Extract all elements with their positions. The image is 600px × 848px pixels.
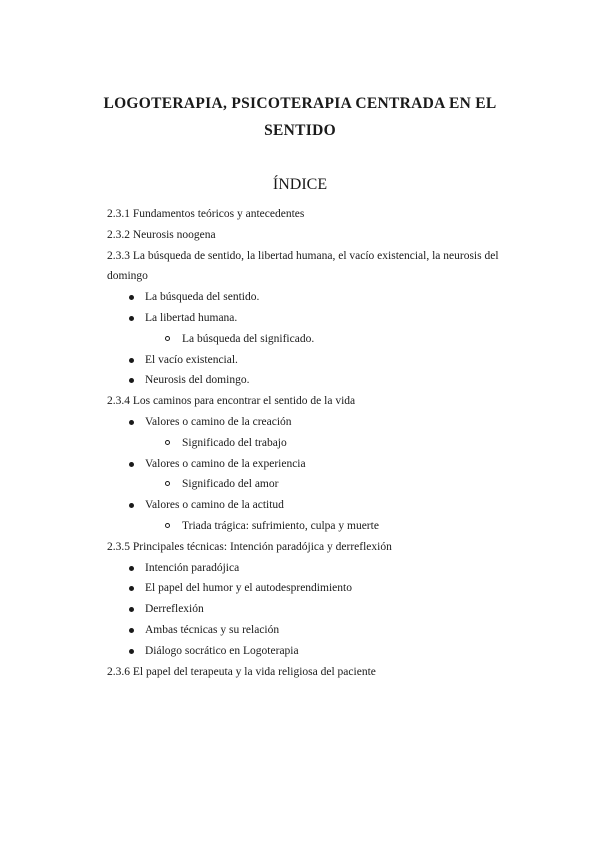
table-of-contents (107, 204, 527, 682)
toc-item (107, 641, 527, 662)
toc-section-2-3-4: 2.3.4 Los caminos para encontrar el sentido de la vida (107, 395, 356, 408)
toc-item (107, 350, 527, 371)
hollow-bullet-icon (165, 523, 170, 528)
toc-subitem (107, 474, 527, 495)
toc-item (107, 370, 527, 391)
bullet-icon (129, 503, 134, 508)
bullet-icon (129, 358, 134, 363)
toc-item-label: Ambas técnicas y su relación (145, 623, 280, 636)
toc-item (107, 287, 527, 308)
document-title-line-2: SENTIDO (264, 122, 336, 139)
toc-subitem-label: Triada trágica: sufrimiento, culpa y muerte (182, 519, 379, 532)
toc-subitem-label: Significado del amor (182, 478, 279, 491)
toc-item (107, 308, 527, 329)
toc-item (107, 558, 527, 579)
bullet-icon (129, 378, 134, 383)
toc-item (107, 620, 527, 641)
hollow-bullet-icon (165, 481, 170, 486)
toc-item-label: Neurosis del domingo. (145, 374, 250, 387)
toc-section-2-3-5: 2.3.5 Principales técnicas: Intención paradójica y derreflexión (107, 540, 392, 553)
toc-item (107, 599, 527, 620)
toc-item (107, 454, 527, 475)
toc-item-label: El vacío existencial. (145, 353, 238, 366)
bullet-icon (129, 586, 134, 591)
toc-subitem-label: La búsqueda del significado. (182, 332, 315, 345)
bullet-icon (129, 295, 134, 300)
toc-item-label: El papel del humor y el autodesprendimiento (145, 582, 352, 595)
toc-item (107, 495, 527, 516)
bullet-icon (129, 420, 134, 425)
toc-section-2-3-3: 2.3.3 La búsqueda de sentido, la libertad humana, el vacío existencial, la neurosis del domingo (107, 249, 499, 283)
bullet-icon (129, 316, 134, 321)
toc-section-2-3-2: 2.3.2 Neurosis noogena (107, 228, 216, 241)
hollow-bullet-icon (165, 336, 170, 341)
bullet-icon (129, 628, 134, 633)
toc-item-label: Derreflexión (145, 603, 204, 616)
toc-subitem-label: Significado del trabajo (182, 436, 287, 449)
toc-subitem (107, 516, 527, 537)
toc-section-2-3-1: 2.3.1 Fundamentos teóricos y antecedentes (107, 208, 305, 220)
toc-item-label: Diálogo socrático en Logoterapia (145, 644, 299, 657)
toc-item-label: Intención paradójica (145, 561, 240, 574)
toc-item-label: Valores o camino de la creación (145, 415, 292, 428)
toc-subitem (107, 329, 527, 350)
document-title-line-1: LOGOTERAPIA, PSICOTERAPIA CENTRADA EN EL (103, 95, 497, 112)
toc-item-label: Valores o camino de la actitud (145, 499, 284, 512)
toc-item-label: Valores o camino de la experiencia (145, 457, 306, 470)
bullet-icon (129, 566, 134, 571)
toc-section-2-3-6: 2.3.6 El papel del terapeuta y la vida religiosa del paciente (107, 665, 376, 678)
index-heading: ÍNDICE (272, 176, 328, 193)
toc-item (107, 412, 527, 433)
bullet-icon (129, 607, 134, 612)
bullet-icon (129, 649, 134, 654)
toc-item (107, 578, 527, 599)
hollow-bullet-icon (165, 440, 170, 445)
bullet-icon (129, 462, 134, 467)
toc-item-label: La búsqueda del sentido. (145, 291, 260, 304)
toc-subitem (107, 433, 527, 454)
toc-item-label: La libertad humana. (145, 311, 238, 324)
